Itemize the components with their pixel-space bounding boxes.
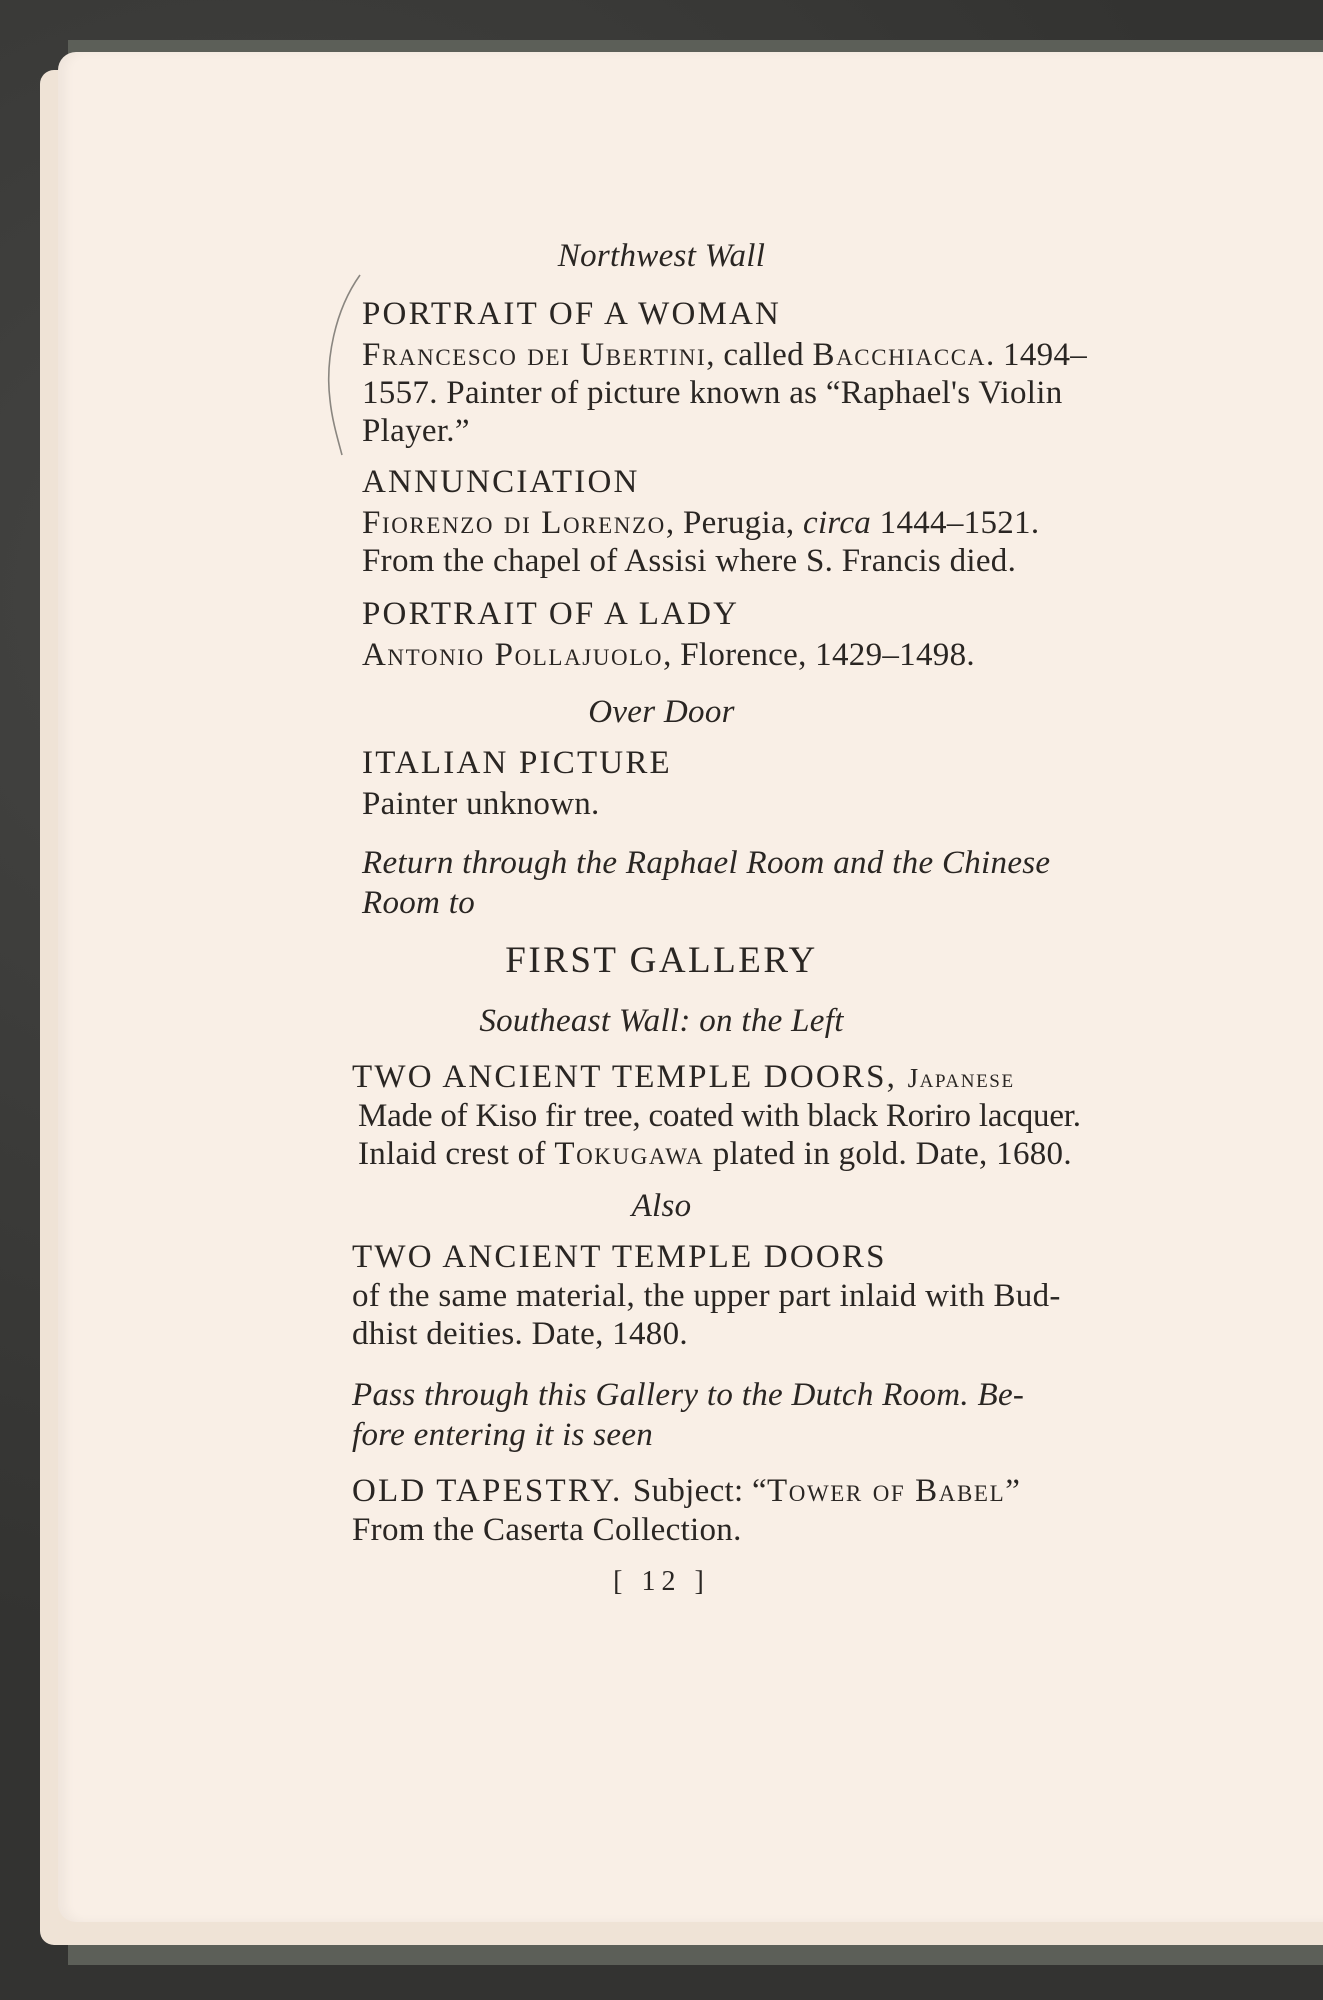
heading-northwest-wall: Northwest Wall <box>557 238 766 274</box>
entry-description-line: Painter unknown. <box>362 786 600 822</box>
crest-name: Tokugawa <box>554 1136 705 1172</box>
text-segment: ” <box>1005 1473 1021 1509</box>
entry-artist-line <box>362 504 1039 542</box>
text-segment: TWO ANCIENT TEMPLE DOORS, <box>352 1059 908 1095</box>
direction-line: fore entering it is seen <box>352 1417 654 1453</box>
entry-title-portrait-woman: PORTRAIT OF A WOMAN <box>362 296 782 332</box>
entry-title-temple-doors-japanese <box>352 1058 1015 1097</box>
gallery-title: FIRST GALLERY <box>505 940 818 981</box>
text-segment: . 1494– <box>985 337 1088 373</box>
artist-name: Fiorenzo di Lorenzo <box>362 505 666 541</box>
entry-title-old-tapestry <box>352 1472 1020 1510</box>
text-segment: Subject: “ <box>632 1473 767 1509</box>
entry-title-annunciation: ANNUNCIATION <box>362 464 640 500</box>
entry-description-line: From the Caserta Collection. <box>352 1512 742 1548</box>
origin-label: Japanese <box>907 1063 1015 1093</box>
text-segment: 1444–1521. <box>871 505 1040 541</box>
text-segment: , Perugia, <box>665 505 803 541</box>
entry-title-temple-doors: TWO ANCIENT TEMPLE DOORS <box>352 1239 887 1275</box>
entry-description-line: From the chapel of Assisi where S. Francis died. <box>362 543 1017 579</box>
entry-description-line: 1557. Painter of picture known as “Raphael's Violin <box>362 375 1063 411</box>
artist-name: Francesco dei Ubertini <box>362 337 707 373</box>
direction-line: Return through the Raphael Room and the Chinese <box>362 845 1051 881</box>
entry-description-line: of the same material, the upper part inlaid with Bud- <box>352 1278 1061 1314</box>
entry-description-line: dhist deities. Date, 1480. <box>352 1316 688 1352</box>
heading-over-door: Over Door <box>588 694 735 730</box>
heading-also: Also <box>631 1188 692 1224</box>
direction-line: Room to <box>362 885 476 921</box>
circa-text: circa <box>803 505 872 541</box>
artist-name: Antonio Pollajuolo <box>362 637 664 673</box>
text-segment: Inlaid crest of <box>358 1136 555 1172</box>
heading-southeast-wall: Southeast Wall: on the Left <box>479 1003 844 1039</box>
entry-title-italian-picture: ITALIAN PICTURE <box>362 745 672 781</box>
text-segment: , Florence, 1429–1498. <box>663 637 975 673</box>
subject-name: Tower of Babel <box>766 1473 1006 1509</box>
entry-description-line: Made of Kiso fir tree, coated with black Roriro lacquer. <box>358 1098 1081 1134</box>
entry-description-line: Player.” <box>362 413 470 449</box>
entry-description-line <box>358 1135 1072 1173</box>
artist-alias: Bacchiacca <box>812 337 986 373</box>
entry-artist-line <box>362 636 975 674</box>
text-segment: plated in gold. Date, 1680. <box>704 1136 1072 1172</box>
direction-line: Pass through this Gallery to the Dutch Room. Be- <box>352 1377 1025 1413</box>
entry-title-portrait-lady: PORTRAIT OF A LADY <box>362 596 740 632</box>
page-number: [ 12 ] <box>613 1566 710 1597</box>
entry-title: OLD TAPESTRY. <box>352 1473 633 1509</box>
entry-artist-line <box>362 336 1087 374</box>
text-segment: , called <box>706 337 813 373</box>
